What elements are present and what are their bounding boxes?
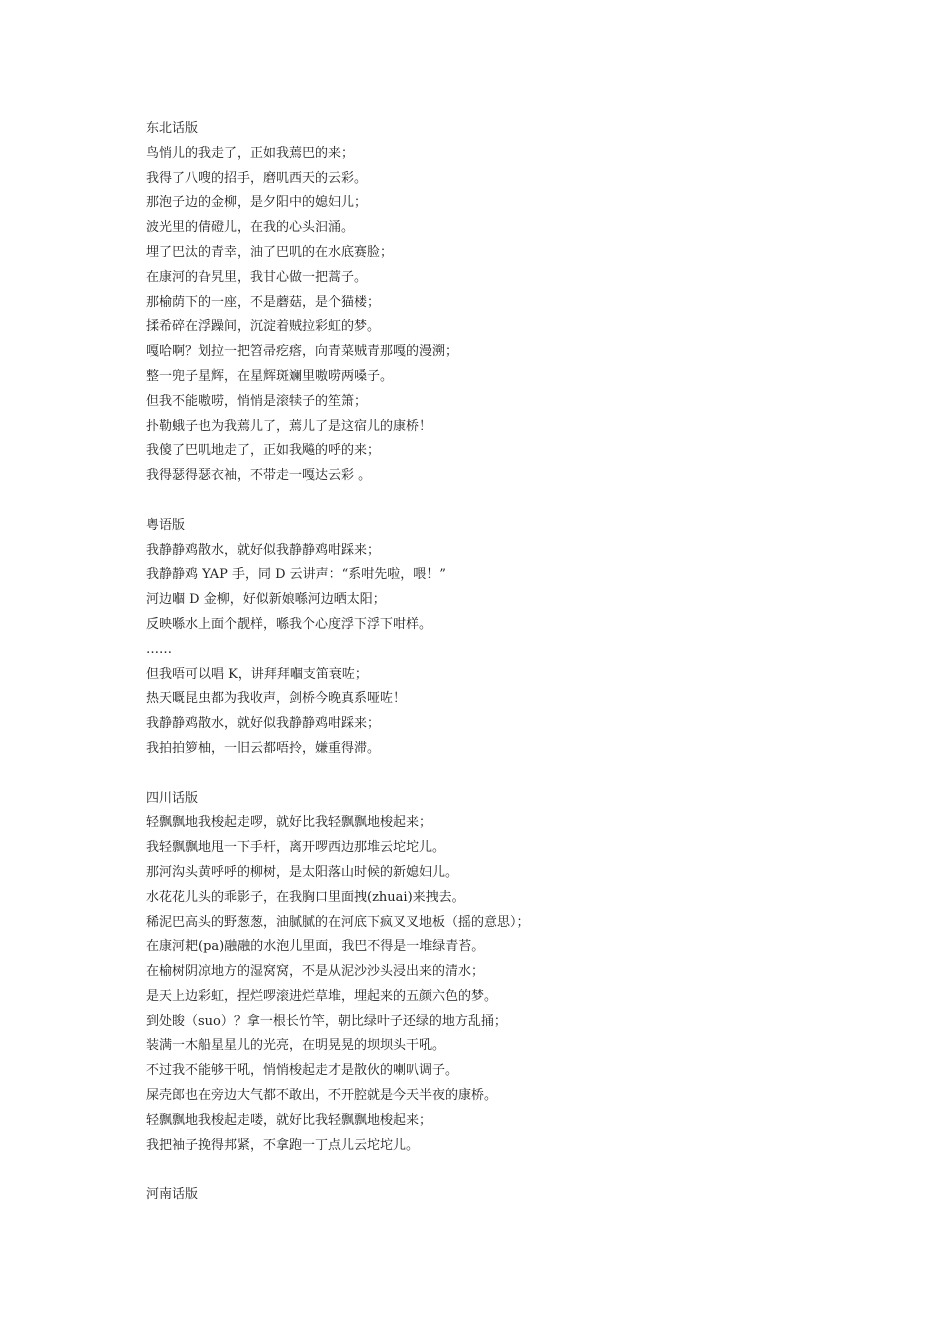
poem-section bbox=[146, 1183, 906, 1208]
poem-line: 装满一木船星星儿的光亮，在明晃晃的坝坝头干吼。 bbox=[146, 1038, 446, 1054]
poem-line: 水花花儿头的乖影子，在我胸口里面拽(zhuai)来拽去。 bbox=[146, 889, 465, 905]
poem-line: 在康河的旮旯里，我甘心做一把蒿子。 bbox=[146, 269, 368, 285]
poem-section bbox=[146, 514, 906, 762]
poem-line: 我静静鸡散水，就好似我静静鸡咁踩来； bbox=[146, 542, 381, 558]
poem-line: 在康河耙(pa)融融的水泡儿里面，我巴不得是一堆绿青苔。 bbox=[146, 939, 485, 955]
poem-line: 嘎哈啊？划拉一把笤帚疙瘩，向青菜贼青那嘎的漫溯； bbox=[146, 344, 459, 360]
section-heading: 粤语版 bbox=[146, 517, 186, 533]
section-heading: 四川话版 bbox=[146, 790, 199, 806]
poem-section bbox=[146, 117, 906, 489]
poem-line: 那河沟头黄呼呼的柳树，是太阳落山时候的新媳妇儿。 bbox=[146, 864, 459, 880]
poem-line: 我静静鸡散水，就好似我静静鸡咁踩来； bbox=[146, 716, 381, 732]
section-heading: 东北话版 bbox=[146, 121, 199, 136]
poem-line: 波光里的倩磴儿，在我的心头汩涌。 bbox=[146, 220, 355, 236]
poem-line: …… bbox=[146, 641, 172, 657]
poem-line: 河边嗰 D 金柳，好似新娘喺河边晒太阳； bbox=[146, 592, 386, 608]
poem-line: 但我不能嗷唠，悄悄是滚犊子的笙箫； bbox=[146, 393, 368, 409]
poem-line: 但我唔可以唱 K，讲拜拜嗰支笛衰咗； bbox=[146, 666, 368, 682]
poem-line: 整一兜子星辉，在星辉斑斓里嗷唠两嗓子。 bbox=[146, 368, 394, 384]
poem-line: 到处睃（suo）？拿一根长竹竿，朝比绿叶子还绿的地方乱捅； bbox=[146, 1013, 507, 1029]
poem-line: 屎壳郎也在旁边大气都不敢出，不开腔就是今天半夜的康桥。 bbox=[146, 1088, 498, 1104]
poem-line: 那榆荫下的一座，不是蘑菇，是个猫楼； bbox=[146, 294, 381, 310]
poem-line: 我得瑟得瑟衣袖，不带走一嘎达云彩 。 bbox=[146, 468, 372, 484]
section-heading: 河南话版 bbox=[146, 1187, 199, 1203]
poem-line: 埋了巴汰的青幸，油了巴叽的在水底赛脸； bbox=[146, 244, 394, 260]
poem-line: 那泡子边的金柳，是夕阳中的媳妇儿； bbox=[146, 195, 368, 211]
poem-section bbox=[146, 787, 906, 1159]
poem-line: 我静静鸡 YAP 手，同 D 云讲声：“系咁先啦，喂！” bbox=[146, 567, 446, 583]
poem-line: 不过我不能够干吼，悄悄梭起走才是散伙的喇叭调子。 bbox=[146, 1063, 459, 1079]
poem-line: 鸟悄儿的我走了，正如我蔫巴的来； bbox=[146, 145, 355, 161]
poem-line: 在榆树阴凉地方的湿窝窝，不是从泥沙沙头浸出来的清水； bbox=[146, 964, 485, 980]
poem-line: 我傻了巴叽地走了，正如我飚的呼的来； bbox=[146, 443, 381, 459]
poem-line: 热天嘅昆虫都为我收声，剑桥今晚真系哑咗！ bbox=[146, 691, 407, 707]
section-spacer bbox=[146, 1158, 906, 1183]
poem-line: 是天上边彩虹，捏烂啰滚进烂草堆，埋起来的五颜六色的梦。 bbox=[146, 988, 498, 1004]
poem-line: 我轻飘飘地甩一下手杆，离开啰西边那堆云坨坨儿。 bbox=[146, 840, 446, 856]
poem-line: 我得了八嗖的招手，磨叽西天的云彩。 bbox=[146, 170, 368, 186]
document-page bbox=[146, 117, 906, 1208]
poem-line: 扑勒蛾子也为我蔫儿了，蔫儿了是这宿儿的康桥！ bbox=[146, 418, 433, 434]
section-spacer bbox=[146, 489, 906, 514]
poem-line: 揉希碎在浮躁间，沉淀着贼拉彩虹的梦。 bbox=[146, 319, 381, 335]
poem-line: 反映喺水上面个靓样，喺我个心度浮下浮下咁样。 bbox=[146, 616, 433, 632]
poem-line: 轻飘飘地我梭起走啰，就好比我轻飘飘地梭起来； bbox=[146, 815, 433, 831]
poem-line: 轻飘飘地我梭起走喽，就好比我轻飘飘地梭起来； bbox=[146, 1112, 433, 1128]
poem-line: 我把袖子挽得邦紧，不拿跑一丁点儿云坨坨儿。 bbox=[146, 1137, 420, 1153]
poem-line: 我拍拍箩柚，一旧云都唔拎，嫌重得滞。 bbox=[146, 740, 381, 756]
poem-line: 稀泥巴高头的野葱葱，油腻腻的在河底下疯叉叉地板（摇的意思）； bbox=[146, 914, 530, 930]
section-spacer bbox=[146, 762, 906, 787]
